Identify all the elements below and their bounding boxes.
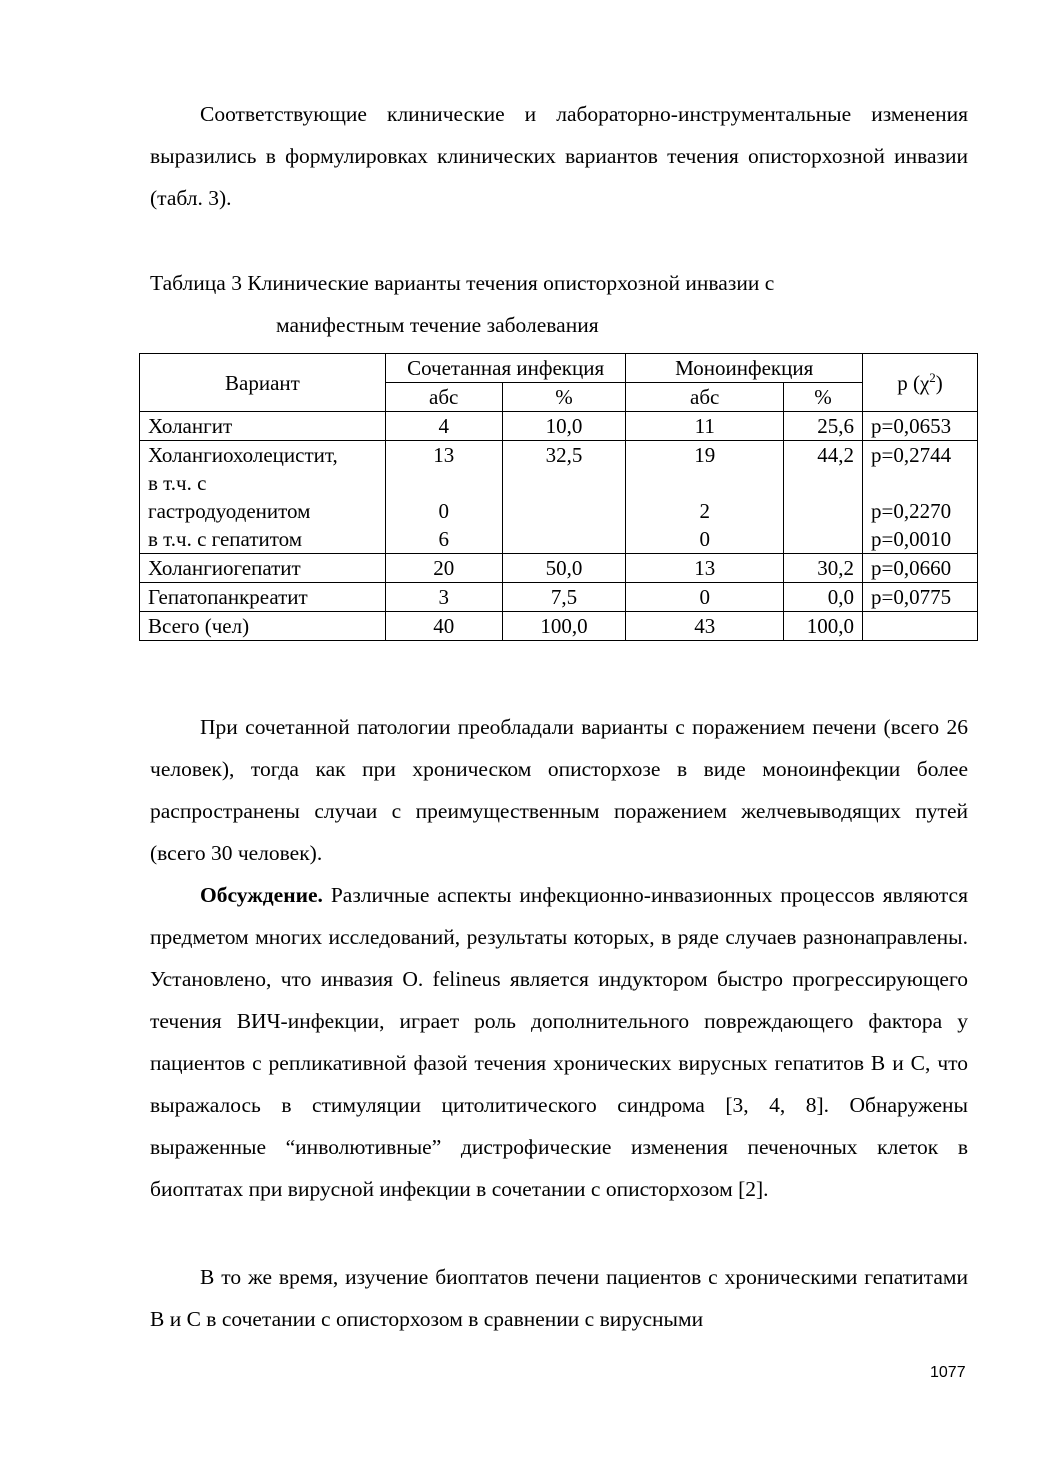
table-row [140,612,978,641]
paragraph-3 [150,874,968,1210]
cell-c-abs: 3 [385,583,502,612]
subheader-combined-abs: абс [385,383,502,412]
table-caption [150,262,968,346]
paragraph-3-text: Различные аспекты инфекционно-инвазионных процессов являются предметом многих исследований, результаты которых, в ряде случаев разнонаправлены. Установлено, что инвазия O. felineus является индуктором быстро прогрессирующего течения ВИЧ-инфекции, играет роль дополнительного повреждающего фактора у пациентов с репликативной фазой течения хронических вирусных гепатитов В и С, что выражалось в стимуляции цитолитического синдрома [3, 4, 8]. Обнаружены выраженные “инволютивные” дистрофические изменения печеночных клеток в биоптатах при вирусной инфекции в сочетании с описторхозом [2]. [150,883,968,1201]
cell-c-pct: 32,5 [502,441,626,554]
subheader-combined-pct: % [502,383,626,412]
cell-c-abs: 20 [385,554,502,583]
header-variant: Вариант [140,354,386,412]
cell-c-pct: 10,0 [502,412,626,441]
table-caption-line2: манифестным течение заболевания [276,313,599,337]
paragraph-2: При сочетанной патологии преобладали варианты с поражением печени (всего 26 человек), тогда как при хроническом описторхозе в виде моноинфекции более распространены случаи с преимущественным поражением желчевыводящих путей (всего 30 человек). [150,715,968,865]
subheader-mono-abs: абс [626,383,784,412]
cell-p: р=0,0653 [863,412,978,441]
table-header-row [140,354,978,383]
cell-c-abs: 13 0 6 [385,441,502,554]
cell-p: р=0,0660 [863,554,978,583]
subheader-mono-pct: % [784,383,863,412]
cell-m-pct: 44,2 [784,441,863,554]
cell-c-pct: 7,5 [502,583,626,612]
cell-variant: Холангиохолецистит, в т.ч. с гастродуоденитом в т.ч. с гепатитом [140,441,386,554]
table-row [140,583,978,612]
cell-m-pct: 30,2 [784,554,863,583]
cell-m-abs: 19 2 0 [626,441,784,554]
cell-c-abs: 40 [385,612,502,641]
table-row [140,412,978,441]
cell-p: р=0,0775 [863,583,978,612]
cell-p: р=0,2744 р=0,2270 р=0,0010 [863,441,978,554]
table-row [140,441,978,554]
cell-c-abs: 4 [385,412,502,441]
table-caption-line1: Таблица 3 Клинические варианты течения описторхозной инвазии с [150,271,775,295]
cell-variant: Холангиогепатит [140,554,386,583]
header-combined: Сочетанная инфекция [385,354,626,383]
paragraph-4: В то же время, изучение биоптатов печени пациентов с хроническими гепатитами В и С в сочетании с описторхозом в сравнении с вирусными [150,1265,968,1331]
cell-p [863,612,978,641]
cell-variant: Холангит [140,412,386,441]
cell-m-abs: 11 [626,412,784,441]
cell-m-pct: 25,6 [784,412,863,441]
cell-variant: Гепатопанкреатит [140,583,386,612]
page-number: 1077 [930,1364,966,1381]
cell-m-pct: 0,0 [784,583,863,612]
variants-table [139,353,978,641]
cell-c-pct: 50,0 [502,554,626,583]
header-p: р $(\chi^2)$ [863,354,978,412]
cell-c-pct: 100,0 [502,612,626,641]
cell-m-pct: 100,0 [784,612,863,641]
table-row [140,554,978,583]
cell-m-abs: 13 [626,554,784,583]
intro-paragraph: Соответствующие клинические и лабораторно-инструментальные изменения выразились в формулировках клинических вариантов течения описторхозной инвазии (табл. 3). [150,102,968,210]
cell-variant: Всего (чел) [140,612,386,641]
discussion-label: Обсуждение. [200,883,323,907]
header-mono: Моноинфекция [626,354,863,383]
cell-m-abs: 0 [626,583,784,612]
cell-m-abs: 43 [626,612,784,641]
